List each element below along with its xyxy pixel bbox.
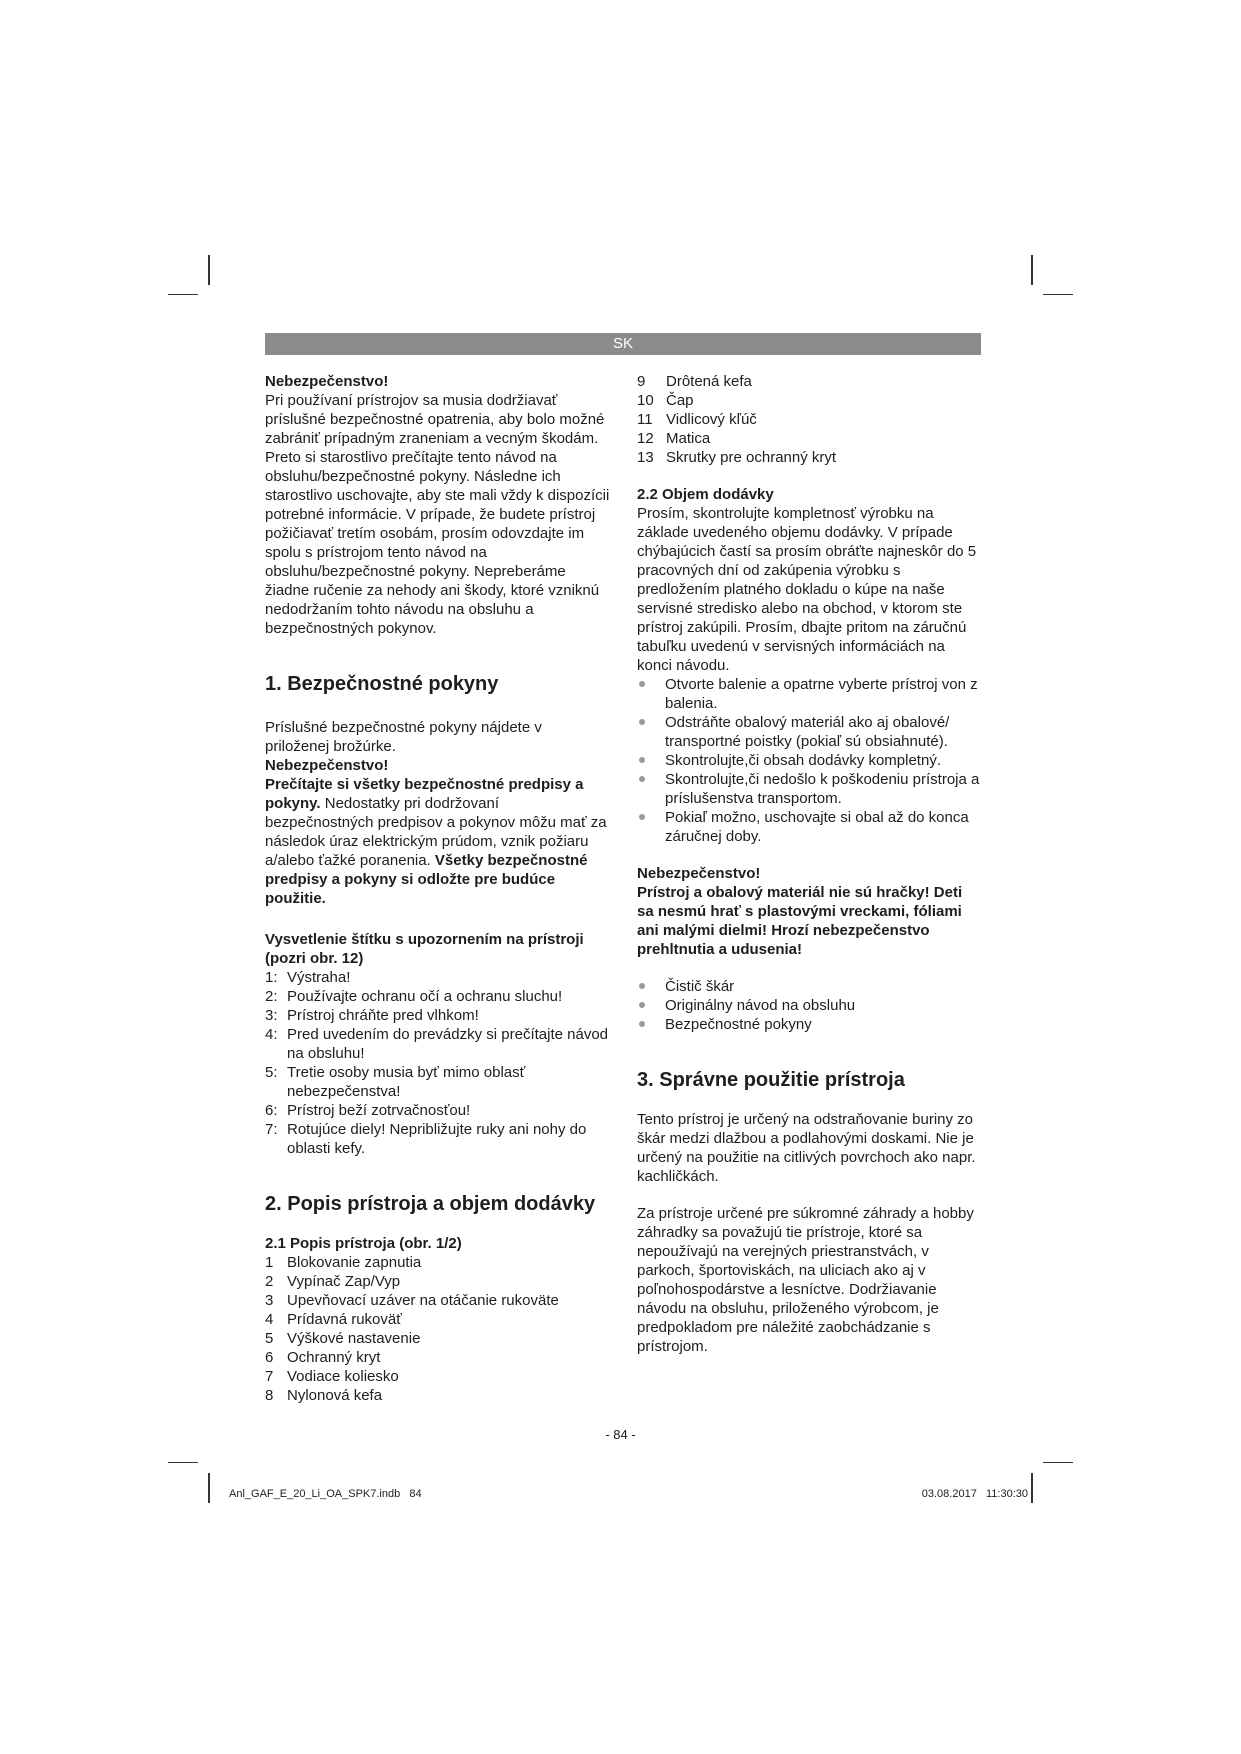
list-item: 7: Rotujúce diely! Nepribližujte ruky ani nohy do oblasti kefy.	[265, 1121, 587, 1157]
label-explanation-title: Vysvetlenie štítku s upozornením na prístroji (pozri obr. 12)	[265, 931, 584, 967]
parts-list	[265, 1253, 610, 1405]
section-2-title: 2. Popis prístroja a objem dodávky	[265, 1193, 596, 1215]
read-all-instructions: Prečítajte si všetky bezpečnostné predpisy a pokyny.	[265, 776, 584, 812]
list-item: 4: Pred uvedením do prevádzky si prečítajte návod na obsluhu!	[265, 1026, 609, 1062]
list-item: 10 Čap	[637, 392, 694, 409]
list-item: 1 Blokovanie zapnutia	[265, 1254, 422, 1271]
keep-instructions: Všetky bezpečnostné predpisy a pokyny si odložte pre budúce použitie.	[265, 852, 588, 907]
right-column	[637, 372, 982, 1356]
list-item: 1: Výstraha!	[265, 969, 351, 986]
list-item: 11 Vidlicový kľúč	[637, 411, 757, 428]
list-item: Pokiaľ možno, uschovajte si obal až do konca záručnej doby.	[637, 808, 982, 846]
list-item: 4 Prídavná rukoväť	[265, 1311, 402, 1328]
list-item: Skontrolujte,či obsah dodávky kompletný.	[637, 751, 982, 770]
consequences-text: Nedostatky pri dodržovaní bezpečnostných predpisov a pokynov môžu mať za následok úraz elektrickým prúdom, vznik požiaru a/alebo ťažké poranenia.	[265, 795, 607, 869]
section-2-2-title: 2.2 Objem dodávky	[637, 486, 774, 503]
list-item: 8 Nylonová kefa	[265, 1387, 383, 1404]
list-item: 3 Upevňovací uzáver na otáčanie rukoväte	[265, 1292, 559, 1309]
list-item: 2 Vypínač Zap/Vyp	[265, 1273, 401, 1290]
section-1-title: 1. Bezpečnostné pokyny	[265, 673, 499, 695]
crop-mark	[1031, 255, 1033, 285]
section-3-paragraph-1: Tento prístroj je určený na odstraňovanie buriny zo škár medzi dlažbou a podlahovými doskami. Nie je určený na použitie na citlivých povrchoch ako napr. kachličkách.	[637, 1111, 976, 1185]
section-2-2-text: Prosím, skontrolujte kompletnosť výrobku na základe uvedeného objemu dodávky. V prípade chýbajúcich častí sa prosím obráťte najneskôr do 5 pracovných dní od zakúpenia výrobku s predložením platného dokladu o kúpe na naše servisné stredisko alebo na obchod, v ktorom ste prístroj zakúpili. Prosím, dbajte pritom na záručnú tabuľku uvedenú v servisných informáciách na konci návodu.	[637, 505, 977, 674]
list-item: 6: Prístroj beží zotrvačnosťou!	[265, 1102, 471, 1119]
list-item: Odstráňte obalový materiál ako aj obalové/ transportné poistky (pokiaľ sú obsiahnuté).	[637, 713, 982, 751]
unpacking-steps	[637, 675, 982, 846]
warning-title: Nebezpečenstvo!	[265, 373, 389, 390]
delivery-contents	[637, 977, 982, 1034]
crop-mark	[208, 1473, 210, 1503]
warning-text: Pri používaní prístrojov sa musia dodržiavať príslušné bezpečnostné opatrenia, aby bolo možné zabrániť prípadným zraneniam a vecným škodám. Preto si starostlivo prečítajte tento návod na obsluhu/bezpečnostné pokyny. Následne ich starostlivo uschovajte, aby ste mali vždy k dispozícii potrebné informácie. V prípade, že budete prístroj požičiavať tretím osobám, prosím odovzdajte im spolu s prístrojom tento návod na obsluhu/bezpečnostné pokyny. Nepreberáme žiadne ručenie za nehody ani škody, ktoré vzniknú nedodržaním tohto návodu na obsluhu a bezpečnostných pokynov.	[265, 392, 610, 637]
list-item: Čistič škár	[637, 977, 982, 996]
section-1-warning: Nebezpečenstvo!	[265, 757, 389, 774]
section-2-1-title: 2.1 Popis prístroja (obr. 1/2)	[265, 1235, 462, 1252]
footer-file-name: Anl_GAF_E_20_Li_OA_SPK7.indb 84	[229, 1488, 422, 1500]
list-item: 5 Výškové nastavenie	[265, 1330, 421, 1347]
list-item: 12 Matica	[637, 430, 711, 447]
parts-list-continued	[637, 372, 982, 467]
crop-mark	[208, 255, 210, 285]
section-3-paragraph-2: Za prístroje určené pre súkromné záhrady a hobby záhradky sa považujú tie prístroje, ktoré sa nepoužívajú na verejných priestranstvách, v parkoch, športoviskách, na uliciach ako aj v poľnohospodárstve a lesníctve. Dodržiavanie návodu na obsluhu, priloženého výrobcom, je predpokladom pre náležité zaobchádzanie s prístrojom.	[637, 1205, 974, 1355]
list-item: 3: Prístroj chráňte pred vlhkom!	[265, 1007, 479, 1024]
list-item: Originálny návod na obsluhu	[637, 996, 982, 1015]
list-item: 9 Drôtená kefa	[637, 373, 752, 390]
language-header-bar	[265, 333, 981, 355]
section-1-paragraph	[265, 775, 610, 908]
list-item: Bezpečnostné pokyny	[637, 1015, 982, 1034]
left-column	[265, 372, 610, 1405]
packaging-warning-title: Nebezpečenstvo!	[637, 865, 761, 882]
list-item: 13 Skrutky pre ochranný kryt	[637, 449, 837, 466]
footer-datetime: 03.08.2017 11:30:30	[921, 1488, 1028, 1500]
list-item: Skontrolujte,či nedošlo k poškodeniu prístroja a príslušenstva transportom.	[637, 770, 982, 808]
crop-mark	[1043, 294, 1073, 295]
page-number: - 84 -	[605, 1427, 636, 1442]
crop-mark	[168, 1462, 198, 1463]
language-code: SK	[612, 335, 633, 352]
list-item: 5: Tretie osoby musia byť mimo oblasť nebezpečenstva!	[265, 1064, 526, 1100]
list-item: 7 Vodiace koliesko	[265, 1368, 399, 1385]
crop-mark	[168, 294, 198, 295]
section-1-intro: Príslušné bezpečnostné pokyny nájdete v priloženej brožúrke.	[265, 719, 542, 755]
list-item: Otvorte balenie a opatrne vyberte prístroj von z balenia.	[637, 675, 982, 713]
packaging-warning-text: Prístroj a obalový materiál nie sú hračky! Deti sa nesmú hrať s plastovými vreckami, fóliami ani malými dielmi! Hrozí nebezpečenstvo prehltnutia a udusenia!	[637, 884, 963, 958]
list-item: 2: Používajte ochranu očí a ochranu sluchu!	[265, 988, 563, 1005]
warning-label-list	[265, 968, 610, 1158]
section-3-title: 3. Správne použitie prístroja	[637, 1069, 905, 1091]
crop-mark	[1031, 1473, 1033, 1503]
list-item: 6 Ochranný kryt	[265, 1349, 381, 1366]
crop-mark	[1043, 1462, 1073, 1463]
